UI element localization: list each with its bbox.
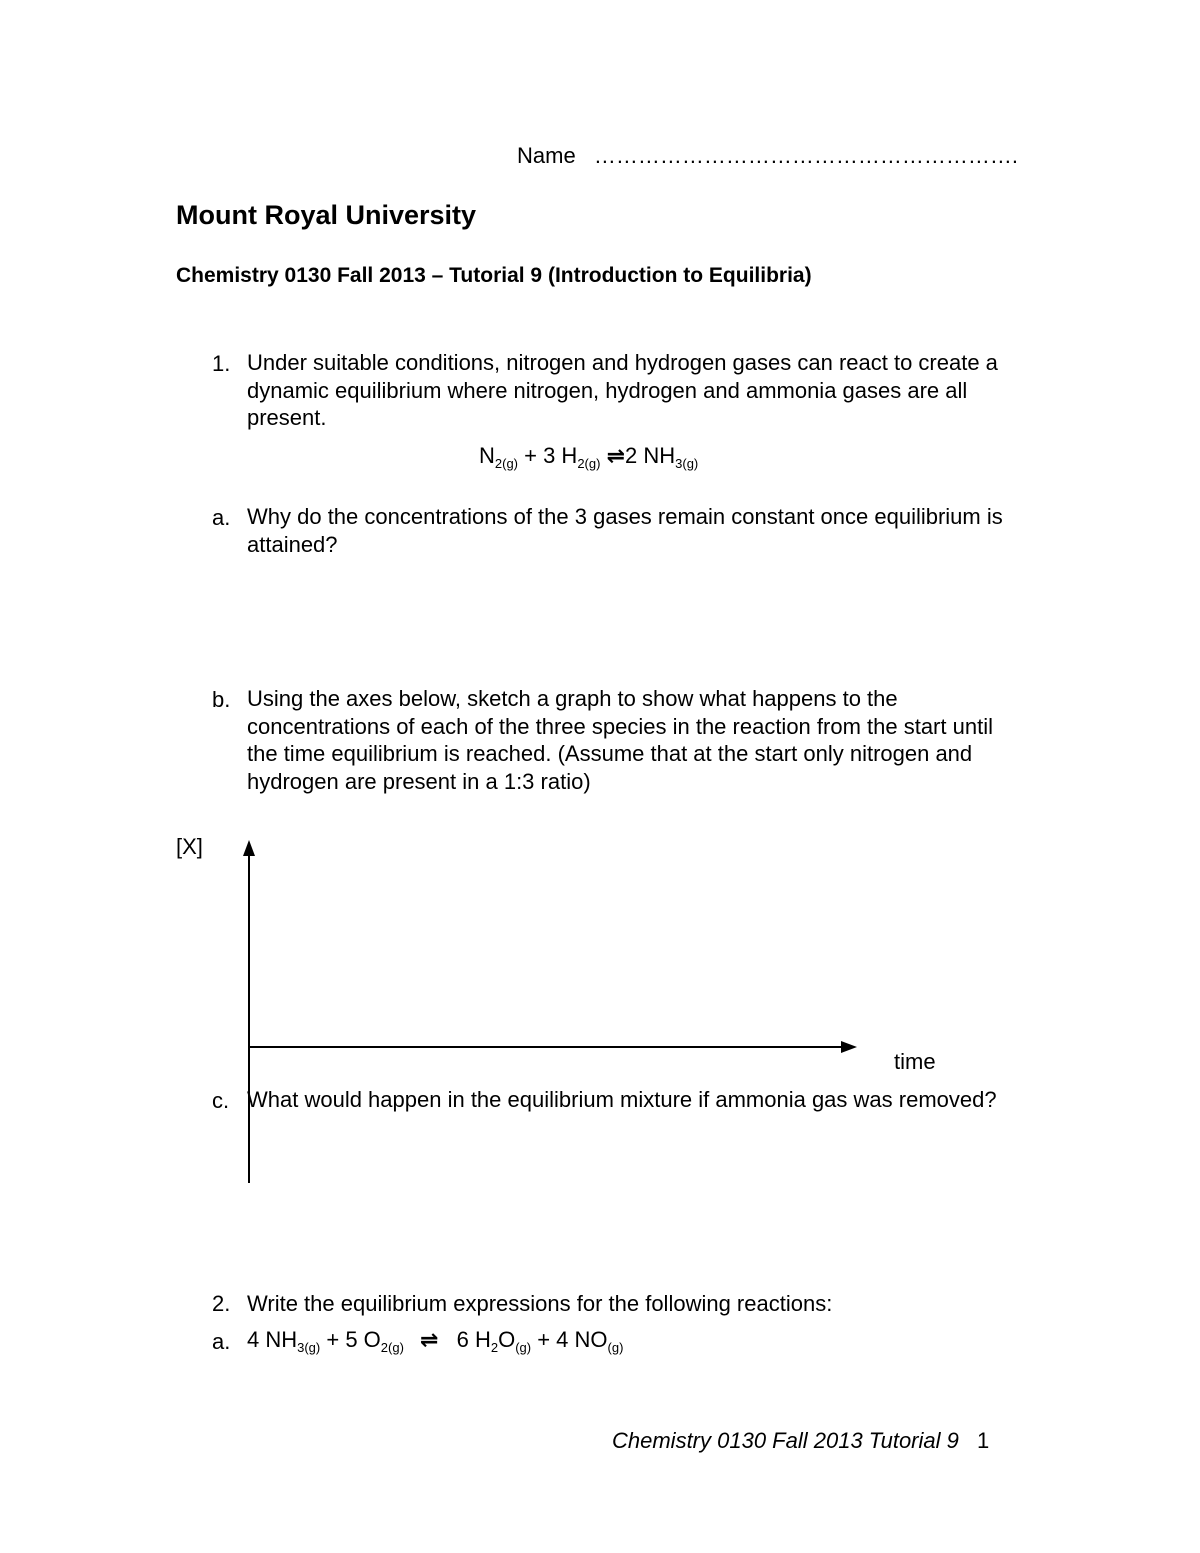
eq2-o: O bbox=[498, 1327, 516, 1352]
page-footer bbox=[612, 1428, 989, 1454]
eq-n2: N bbox=[479, 443, 495, 468]
y-axis-label: [X] bbox=[176, 834, 203, 859]
eq2-nh3-sub: 3(g) bbox=[297, 1340, 321, 1355]
q2-number: 2. bbox=[212, 1291, 231, 1316]
eq-plus-h2: + 3 H bbox=[518, 443, 578, 468]
q1a-label: a. bbox=[212, 505, 231, 530]
eq-n2-sub: 2(g) bbox=[494, 456, 519, 471]
equilibrium-arrow-icon: ⇌ bbox=[420, 1327, 439, 1352]
university-title: Mount Royal University bbox=[176, 200, 477, 230]
x-axis-arrowhead-icon bbox=[841, 1041, 857, 1053]
eq-nh3: 2 NH bbox=[625, 443, 676, 468]
q1c-label: c. bbox=[212, 1088, 230, 1113]
q2-text: Write the equilibrium expressions for the following reactions: bbox=[247, 1291, 833, 1316]
eq-nh3-sub: 3(g) bbox=[675, 456, 699, 471]
page-number: 1 bbox=[977, 1428, 990, 1453]
q1-number: 1. bbox=[212, 351, 231, 376]
eq2-no: + 4 NO bbox=[531, 1327, 608, 1352]
name-label: Name bbox=[517, 143, 576, 168]
q2a-label: a. bbox=[212, 1329, 231, 1354]
eq2-h: 6 H bbox=[456, 1327, 491, 1352]
course-title: Chemistry 0130 Fall 2013 – Tutorial 9 (Introduction to Equilibria) bbox=[176, 264, 812, 287]
eq2-o2-sub: 2(g) bbox=[380, 1340, 404, 1355]
eq-h2-sub: 2(g) bbox=[577, 456, 601, 471]
q1b-text: Using the axes below, sketch a graph to show what happens to the concentrations of each of the three species in the reaction from the start until the time equilibrium is reached. (Assume that at the start only nitrogen and hydrogen are present in a 1:3 ratio) bbox=[247, 686, 993, 794]
eq2-h2o-sub: (g) bbox=[515, 1340, 532, 1355]
x-axis-label: time bbox=[894, 1049, 936, 1074]
q1-text: Under suitable conditions, nitrogen and hydrogen gases can react to create a dynamic equilibrium where nitrogen, hydrogen and ammonia gases are all present. bbox=[247, 350, 998, 430]
footer-text: Chemistry 0130 Fall 2013 Tutorial 9 bbox=[612, 1428, 959, 1453]
eq2-h-sub: 2 bbox=[490, 1340, 499, 1355]
q2a-equation bbox=[247, 1327, 623, 1355]
y-axis-arrowhead-icon bbox=[243, 840, 255, 856]
eq2-nh3: 4 NH bbox=[247, 1327, 298, 1352]
q1c-text: What would happen in the equilibrium mixture if ammonia gas was removed? bbox=[247, 1087, 997, 1112]
q1b-label: b. bbox=[212, 687, 231, 712]
name-dots: …………………………………………………. bbox=[593, 143, 1018, 168]
q1a-text: Why do the concentrations of the 3 gases remain constant once equilibrium is attained? bbox=[247, 504, 1003, 557]
eq2-no-sub: (g) bbox=[607, 1340, 624, 1355]
eq2-o2: + 5 O bbox=[320, 1327, 381, 1352]
equilibrium-arrow-icon: ⇌ bbox=[606, 443, 626, 468]
